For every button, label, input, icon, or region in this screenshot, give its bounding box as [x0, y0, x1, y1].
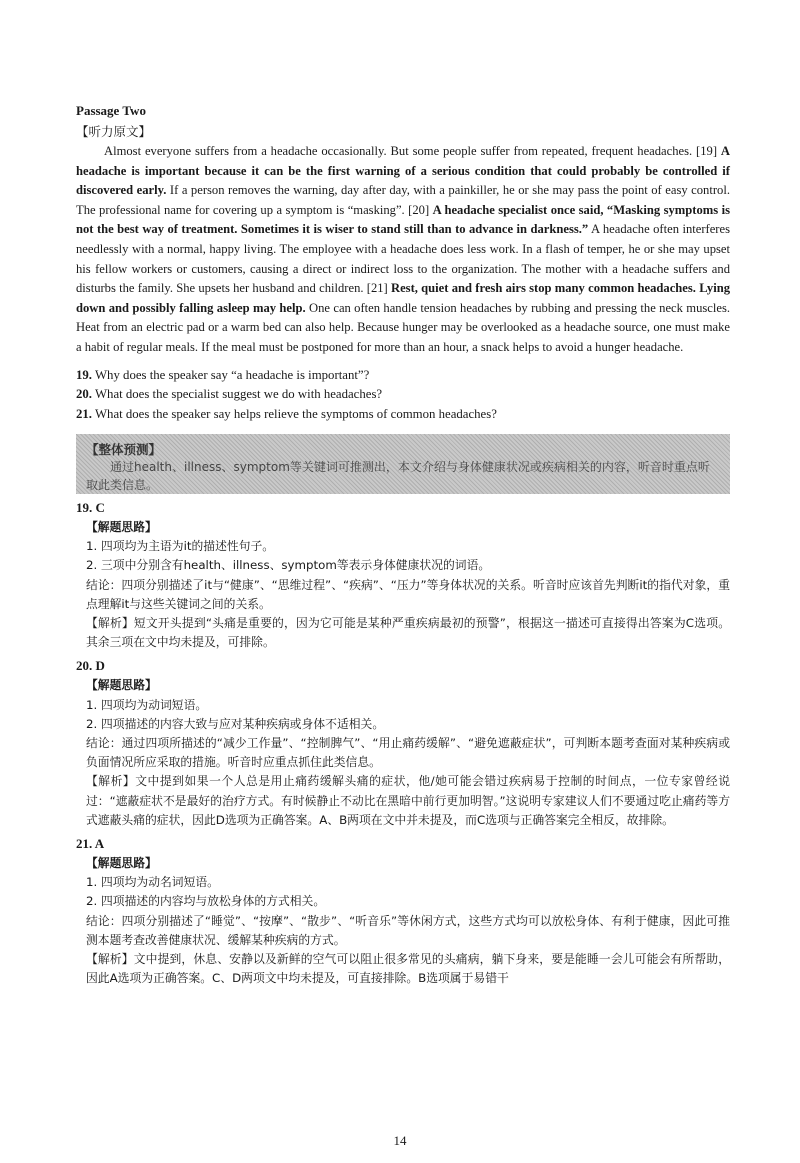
overall-preview-box [76, 434, 730, 494]
solution-line: 1. 四项均为主语为it的描述性句子。 [86, 539, 275, 554]
question-item: 19. Why does the speaker say “a headache is important”? [76, 367, 370, 382]
question-item: 20. What does the specialist suggest we do with headaches? [76, 387, 383, 402]
solution-line: 1. 四项均为动词短语。 [86, 697, 208, 712]
solution-label: 【解题思路】 [86, 856, 157, 871]
answer-19 [76, 500, 730, 652]
page-content [76, 103, 730, 989]
question-item: 21. What does the speaker say helps relieve the symptoms of common headaches? [76, 406, 497, 421]
answer-20 [76, 658, 730, 830]
solution-line: 2. 三项中分别含有health、illness、symptom等表示身体健康状况的词语。 [86, 558, 491, 573]
conclusion-line: 结论：四项分别描述了“睡觉”、“按摩”、“散步”、“听音乐”等休闲方式，这些方式均可以放松身体、有利于健康，因此可推测本题考查改善健康状况、缓解某种疾病的方式。 [86, 913, 730, 947]
solution-label: 【解题思路】 [86, 678, 157, 693]
conclusion-line: 结论：四项分别描述了it与“健康”、“思维过程”、“疾病”、“压力”等身体状况的关系。听音时应该首先判断it的指代对象，重点理解it与这些关键词之间的关系。 [86, 577, 730, 611]
question-list [76, 366, 730, 425]
page-number: 14 [393, 1133, 407, 1148]
solution-label: 【解题思路】 [86, 520, 157, 535]
preview-title: 【整体预测】 [86, 442, 162, 458]
conclusion-line: 结论：通过四项所描述的“减少工作量”、“控制脾气”、“用止痛药缓解”、“避免遮蔽症状”，可判断本题考查面对某种疾病或负面情况所应采取的措施。听音时应重点抓住此类信息。 [86, 736, 730, 770]
analysis-line: 【解析】文中提到，休息、安静以及新鲜的空气可以阻止很多常见的头痛病，躺下身来，要是能睡一会儿可能会有所帮助，因此A选项为正确答案。C、D两项文中均未提及，可直接排除。B选项属于易错干 [86, 952, 730, 986]
answer-number: 20. D [76, 658, 105, 674]
transcript-paragraph: Almost everyone suffers from a headache occasionally. But some people suffer from repeated, frequent headaches. [19] A headache is important because it can be the first warning of a serious condition that could probably be controlled if discovered early. If a person removes the warning, day after day, with a painkiller, he or she may pass the point of easy control. The professional name for covering up a symptom is “masking”. [20] A headache specialist once said, “Masking symptoms is not the best way of treatment. Sometimes it is wiser to stand still than to advance in darkness.” A headache often interferes needlessly with a normal, happy living. The employee with a headache does less work. In a flash of temper, he or she may upset his fellow workers or customers, causing a direct or indirect loss to the organization. The mother with a headache suffers and disturbs the family. She upsets her husband and children. [21] Rest, quiet and fresh airs stop many common headaches. Lying down and possibly falling asleep may help. One can often handle tension headaches by rubbing and pressing the neck muscles. Heat from an electric pad or a warm bed can also help. Because hunger may be overlooked as a headache source, one must make a habit of regular meals. If the meal must be postponed for more than an hour, a snack helps to avoid a hunger headache. [76, 144, 731, 354]
passage-title: Passage Two [76, 103, 146, 118]
preview-text: 通过health、illness、symptom等关键词可推测出，本文介绍与身体健康状况或疾病相关的内容，听音时重点听取此类信息。 [86, 460, 710, 493]
solution-line: 2. 四项描述的内容均与放松身体的方式相关。 [86, 894, 326, 909]
analysis-line: 【解析】文中提到如果一个人总是用止痛药缓解头痛的症状，他/她可能会错过疾病易于控制的时间点，一位专家曾经说过：“遮蔽症状不是最好的治疗方式。有时候静止不动比在黑暗中前行更加明智。”这说明专家建议人们不要通过吃止痛药等方式遮蔽头痛的症状，因此D选项为正确答案。A、B两项在文中并未提及，而C选项与正确答案完全相反，故排除。 [86, 774, 730, 827]
solution-line: 2. 四项描述的内容大致与应对某种疾病或身体不适相关。 [86, 716, 385, 731]
answer-21 [76, 836, 730, 988]
answer-number: 19. C [76, 500, 105, 516]
solution-line: 1. 四项均为动名词短语。 [86, 875, 219, 890]
transcript-tag: 【听力原文】 [76, 124, 152, 139]
answer-number: 21. A [76, 836, 105, 852]
analysis-line: 【解析】短文开头提到“头痛是重要的，因为它可能是某种严重疾病最初的预警”，根据这一描述可直接得出答案为C选项。其余三项在文中均未提及，可排除。 [86, 616, 730, 650]
